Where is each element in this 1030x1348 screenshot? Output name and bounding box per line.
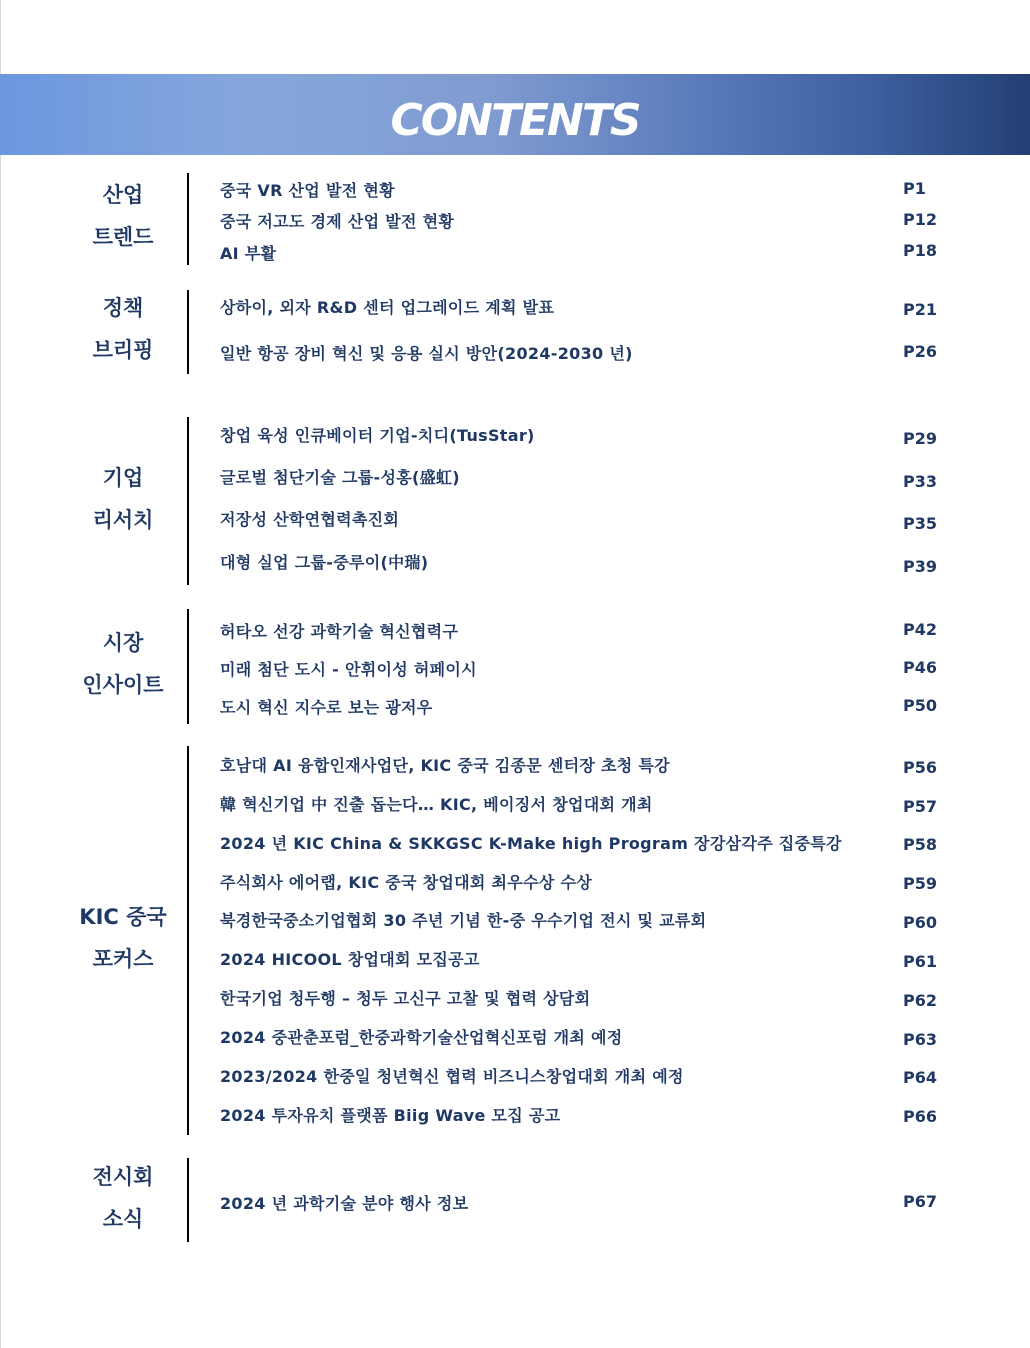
category-line-1: 전시회 <box>92 1165 154 1189</box>
category-line-1: 시장 <box>102 631 144 655</box>
category-line-1: KIC 중국 <box>79 905 167 929</box>
page-edge <box>0 0 1 1348</box>
toc-page-number[interactable]: P59 <box>903 874 937 893</box>
toc-page-number[interactable]: P61 <box>903 952 937 971</box>
toc-page-number[interactable]: P12 <box>903 210 937 229</box>
category-line-2: 리서치 <box>92 508 154 532</box>
toc-page-number[interactable]: P35 <box>903 514 937 533</box>
toc-page-number[interactable]: P57 <box>903 797 937 816</box>
toc-page-number[interactable]: P60 <box>903 913 937 932</box>
toc-page-number[interactable]: P63 <box>903 1030 937 1049</box>
toc-item-shanghai-rd[interactable]: 상하이, 외자 R&D 센터 업그레이드 계획 발표 <box>220 298 555 317</box>
toc-page-number[interactable]: P29 <box>903 429 937 448</box>
toc-page-number[interactable]: P64 <box>903 1068 937 1087</box>
toc-page-number[interactable]: P46 <box>903 658 937 677</box>
category-line-2: 소식 <box>102 1207 144 1231</box>
toc-item-zgc-forum[interactable]: 2024 중관춘포럼_한중과학기술산업혁신포럼 개최 예정 <box>220 1028 623 1047</box>
toc-item-hicool[interactable]: 2024 HICOOL 창업대회 모집공고 <box>220 950 480 969</box>
category-policy-briefing <box>60 287 186 371</box>
toc-item-biig-wave[interactable]: 2024 투자유치 플랫폼 Biig Wave 모집 공고 <box>220 1106 561 1125</box>
toc-page-number[interactable]: P58 <box>903 835 937 854</box>
toc-page-number[interactable]: P50 <box>903 696 937 715</box>
category-line-1: 산업 <box>102 183 144 207</box>
toc-item-hefei[interactable]: 미래 첨단 도시 - 안휘이성 허페이시 <box>220 660 477 679</box>
toc-item-chengdu[interactable]: 한국기업 청두행 – 청두 고신구 고찰 및 협력 상담회 <box>220 989 591 1008</box>
section-divider <box>187 609 189 724</box>
toc-page-number[interactable]: P62 <box>903 991 937 1010</box>
toc-item-skkgsc[interactable]: 2024 년 KIC China & SKKGSC K-Make high Program 장강삼각주 집중특강 <box>220 834 842 853</box>
toc-item-ai[interactable]: AI 부활 <box>220 244 277 263</box>
category-line-2: 인사이트 <box>82 673 164 697</box>
toc-page-number[interactable]: P18 <box>903 241 937 260</box>
toc-item-vr[interactable]: 중국 VR 산업 발전 현황 <box>220 181 395 200</box>
toc-page-number[interactable]: P33 <box>903 472 937 491</box>
toc-page-number[interactable]: P67 <box>903 1192 937 1211</box>
toc-page-number[interactable]: P21 <box>903 300 937 319</box>
toc-item-honam[interactable]: 호남대 AI 융합인재사업단, KIC 중국 김종문 센터장 초청 특강 <box>220 756 670 775</box>
toc-page-number[interactable]: P42 <box>903 620 937 639</box>
toc-item-low-altitude[interactable]: 중국 저고도 경제 산업 발전 현황 <box>220 212 455 231</box>
toc-page-number[interactable]: P26 <box>903 342 937 361</box>
category-market-insight <box>60 622 186 706</box>
toc-item-sme-association[interactable]: 북경한국중소기업협회 30 주년 기념 한-중 우수기업 전시 및 교류회 <box>220 911 707 930</box>
section-divider <box>187 173 189 265</box>
category-company-research <box>60 457 186 541</box>
category-exhibition-news <box>60 1156 186 1240</box>
category-line-2: 브리핑 <box>92 338 154 362</box>
toc-item-zhongrui[interactable]: 대형 실업 그룹-중루이(中瑞) <box>220 553 429 572</box>
section-divider <box>187 746 189 1135</box>
category-line-2: 트렌드 <box>92 225 154 249</box>
toc-page-number[interactable]: P1 <box>903 179 926 198</box>
toc-item-kcj-youth[interactable]: 2023/2024 한중일 청년혁신 협력 비즈니스창업대회 개최 예정 <box>220 1067 684 1086</box>
toc-item-shenghong[interactable]: 글로벌 첨단기술 그룹-성홍(盛虹) <box>220 468 460 487</box>
toc-page-number[interactable]: P66 <box>903 1107 937 1126</box>
contents-banner <box>0 74 1030 155</box>
toc-item-zhejiang[interactable]: 저장성 산학연협력촉진회 <box>220 510 400 529</box>
toc-item-guangzhou[interactable]: 도시 혁신 지수로 보는 광저우 <box>220 698 433 717</box>
section-divider <box>187 290 189 374</box>
toc-page-number[interactable]: P39 <box>903 557 937 576</box>
section-divider <box>187 417 189 585</box>
toc-item-events-2024[interactable]: 2024 년 과학기술 분야 행사 정보 <box>220 1194 469 1213</box>
category-kic-china-focus <box>60 896 186 980</box>
category-industry-trend <box>60 174 186 258</box>
category-line-2: 포커스 <box>92 947 154 971</box>
contents-title: CONTENTS <box>390 95 640 146</box>
toc-item-hetao[interactable]: 허타오 선강 과학기술 혁신협력구 <box>220 622 459 641</box>
toc-page-number[interactable]: P56 <box>903 758 937 777</box>
toc-item-airlab[interactable]: 주식회사 에어랩, KIC 중국 창업대회 최우수상 수상 <box>220 873 592 892</box>
toc-item-beijing-contest[interactable]: 韓 혁신기업 中 진출 돕는다… KIC, 베이징서 창업대회 개최 <box>220 795 653 814</box>
section-divider <box>187 1158 189 1242</box>
category-line-1: 정책 <box>102 296 144 320</box>
toc-item-tusstar[interactable]: 창업 육성 인큐베이터 기업-치디(TusStar) <box>220 426 535 445</box>
category-line-1: 기업 <box>102 466 144 490</box>
toc-item-aviation[interactable]: 일반 항공 장비 혁신 및 응용 실시 방안(2024-2030 년) <box>220 344 633 363</box>
